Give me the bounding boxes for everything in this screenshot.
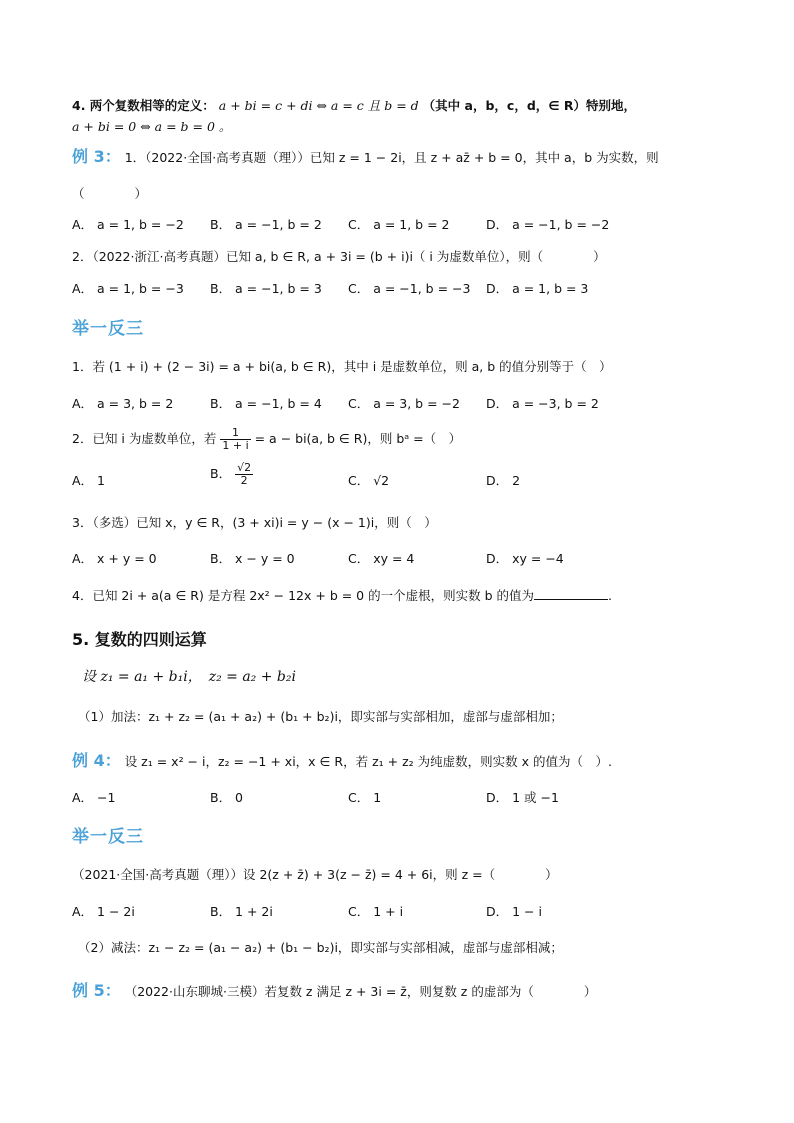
p1-q3-option-c[interactable]: C． xy = 4 <box>348 551 415 566</box>
ex3-q1-option-b[interactable]: B． a = −1, b = 2 <box>210 217 322 232</box>
p2-option-c[interactable]: C． 1 + i <box>348 904 404 919</box>
example-4 <box>72 752 612 771</box>
example-5 <box>72 982 596 1001</box>
ex3-q2-option-d[interactable]: D． a = 1, b = 3 <box>486 281 589 296</box>
practice-heading-2: 举一反三 <box>72 827 144 847</box>
p2-option-d[interactable]: D． 1 − i <box>486 904 542 919</box>
p1-q2-option-c[interactable]: C． √2 <box>348 473 390 488</box>
ex3-q2-option-a[interactable]: A． a = 1, b = −3 <box>72 281 184 296</box>
example-3-q2: 2．（2022·浙江·高考真题）已知 a, b ∈ R, a + 3i = (b + i)i（ i 为虚数单位），则（ ） <box>72 249 606 264</box>
definition-4 <box>72 97 636 115</box>
p1-q2-option-b-fraction <box>235 462 253 487</box>
example-5-text: （2022·山东聊城·三模）若复数 z 满足 z + 3i = z̄，则复数 z 的虚部为（ ） <box>124 984 597 999</box>
definition-4-title: 4. 两个复数相等的定义： <box>72 98 215 113</box>
example-3-q1 <box>72 148 659 167</box>
example-3-label: 例 3： <box>72 147 121 166</box>
example-4-text: 设 z₁ = x² − i，z₂ = −1 + xi，x ∈ R，若 z₁ + z₂ 为纯虚数，则实数 x 的值为（ ）. <box>124 754 612 769</box>
ex4-option-a[interactable]: A． −1 <box>72 790 116 805</box>
subtraction-rule: （2）减法：z₁ − z₂ = (a₁ − a₂) + (b₁ − b₂)i，即实部与实部相减，虚部与虚部相减； <box>78 940 563 955</box>
p1-q1-option-b[interactable]: B． a = −1, b = 4 <box>210 396 322 411</box>
p2-option-b[interactable]: B． 1 + 2i <box>210 904 273 919</box>
p1-q4-text: 4．已知 2i + a(a ∈ R) 是方程 2x² − 12x + b = 0 的一个虚根，则实数 b 的值为 <box>72 588 534 603</box>
practice-1-q3: 3．（多选）已知 x，y ∈ R，(3 + xi)i = y − (x − 1)i，则（ ） <box>72 515 437 530</box>
example-3-q1-text: 1．（2022·全国·高考真题（理））已知 z = 1 − 2i，且 z + az̄ + b = 0，其中 a，b 为实数，则 <box>124 150 659 165</box>
definition-4-formula: a + bi = c + di ⇔ a = c 且 b = d <box>218 98 419 113</box>
practice-1-q4 <box>72 587 612 605</box>
example-4-label: 例 4： <box>72 751 121 770</box>
practice-2-q: （2021·全国·高考真题（理））设 2(z + z̄) + 3(z − z̄) = 4 + 6i，则 z =（ ） <box>72 867 558 882</box>
example-3-q1-paren: （ ） <box>72 186 148 201</box>
p1-q2-option-b-label: B． <box>210 466 232 481</box>
definition-4-special: a + bi = 0 ⇔ a = b = 0 。 <box>72 119 232 134</box>
example-5-label: 例 5： <box>72 981 121 1000</box>
p1-q2-post: = a − bi(a, b ∈ R)，则 bᵃ =（ ） <box>254 431 462 446</box>
p1-q2-fraction <box>220 427 250 452</box>
practice-heading-1: 举一反三 <box>72 319 144 339</box>
ex4-option-b[interactable]: B． 0 <box>210 790 244 805</box>
practice-1-q2 <box>72 426 461 452</box>
ex3-q2-option-b[interactable]: B． a = −1, b = 3 <box>210 281 322 296</box>
p1-q2-denominator: 1 + i <box>222 439 249 452</box>
p1-q3-option-a[interactable]: A． x + y = 0 <box>72 551 157 566</box>
ex4-option-c[interactable]: C． 1 <box>348 790 382 805</box>
p1-q2-option-b[interactable] <box>210 462 253 487</box>
p1-q4-answer-blank[interactable] <box>534 587 608 600</box>
p1-q2-option-d[interactable]: D． 2 <box>486 473 521 488</box>
ex3-q1-option-c[interactable]: C． a = 1, b = 2 <box>348 217 450 232</box>
definition-4-note: （其中 a，b，c，d，∈ R）特别地， <box>422 98 636 113</box>
p2-option-a[interactable]: A． 1 − 2i <box>72 904 135 919</box>
p1-q3-option-d[interactable]: D． xy = −4 <box>486 551 564 566</box>
p1-q2-option-a[interactable]: A． 1 <box>72 473 105 488</box>
ex3-q1-option-a[interactable]: A． a = 1, b = −2 <box>72 217 184 232</box>
p1-q2-numerator: 1 <box>220 427 250 440</box>
p1-q2-option-b-denominator: 2 <box>240 474 248 487</box>
p1-q4-end: . <box>607 588 612 603</box>
addition-rule: （1）加法：z₁ + z₂ = (a₁ + a₂) + (b₁ + b₂)i，即实部与实部相加，虚部与虚部相加； <box>78 709 563 724</box>
p1-q3-option-b[interactable]: B． x − y = 0 <box>210 551 295 566</box>
p1-q1-option-a[interactable]: A． a = 3, b = 2 <box>72 396 174 411</box>
ex3-q1-option-d[interactable]: D． a = −1, b = −2 <box>486 217 610 232</box>
section-5-heading: 5. 复数的四则运算 <box>72 630 207 649</box>
p1-q1-option-c[interactable]: C． a = 3, b = −2 <box>348 396 460 411</box>
ex3-q2-option-c[interactable]: C． a = −1, b = −3 <box>348 281 471 296</box>
p1-q2-option-b-numerator: √2 <box>237 461 252 474</box>
section-5-setup: 设 z₁ = a₁ + b₁i， z₂ = a₂ + b₂i <box>82 669 296 685</box>
p1-q1-option-d[interactable]: D． a = −3, b = 2 <box>486 396 599 411</box>
ex4-option-d[interactable]: D． 1 或 −1 <box>486 790 559 805</box>
p1-q2-pre: 2．已知 i 为虚数单位，若 <box>72 431 217 446</box>
practice-1-q1: 1．若 (1 + i) + (2 − 3i) = a + bi(a, b ∈ R)，其中 i 是虚数单位，则 a, b 的值分别等于（ ） <box>72 359 612 374</box>
